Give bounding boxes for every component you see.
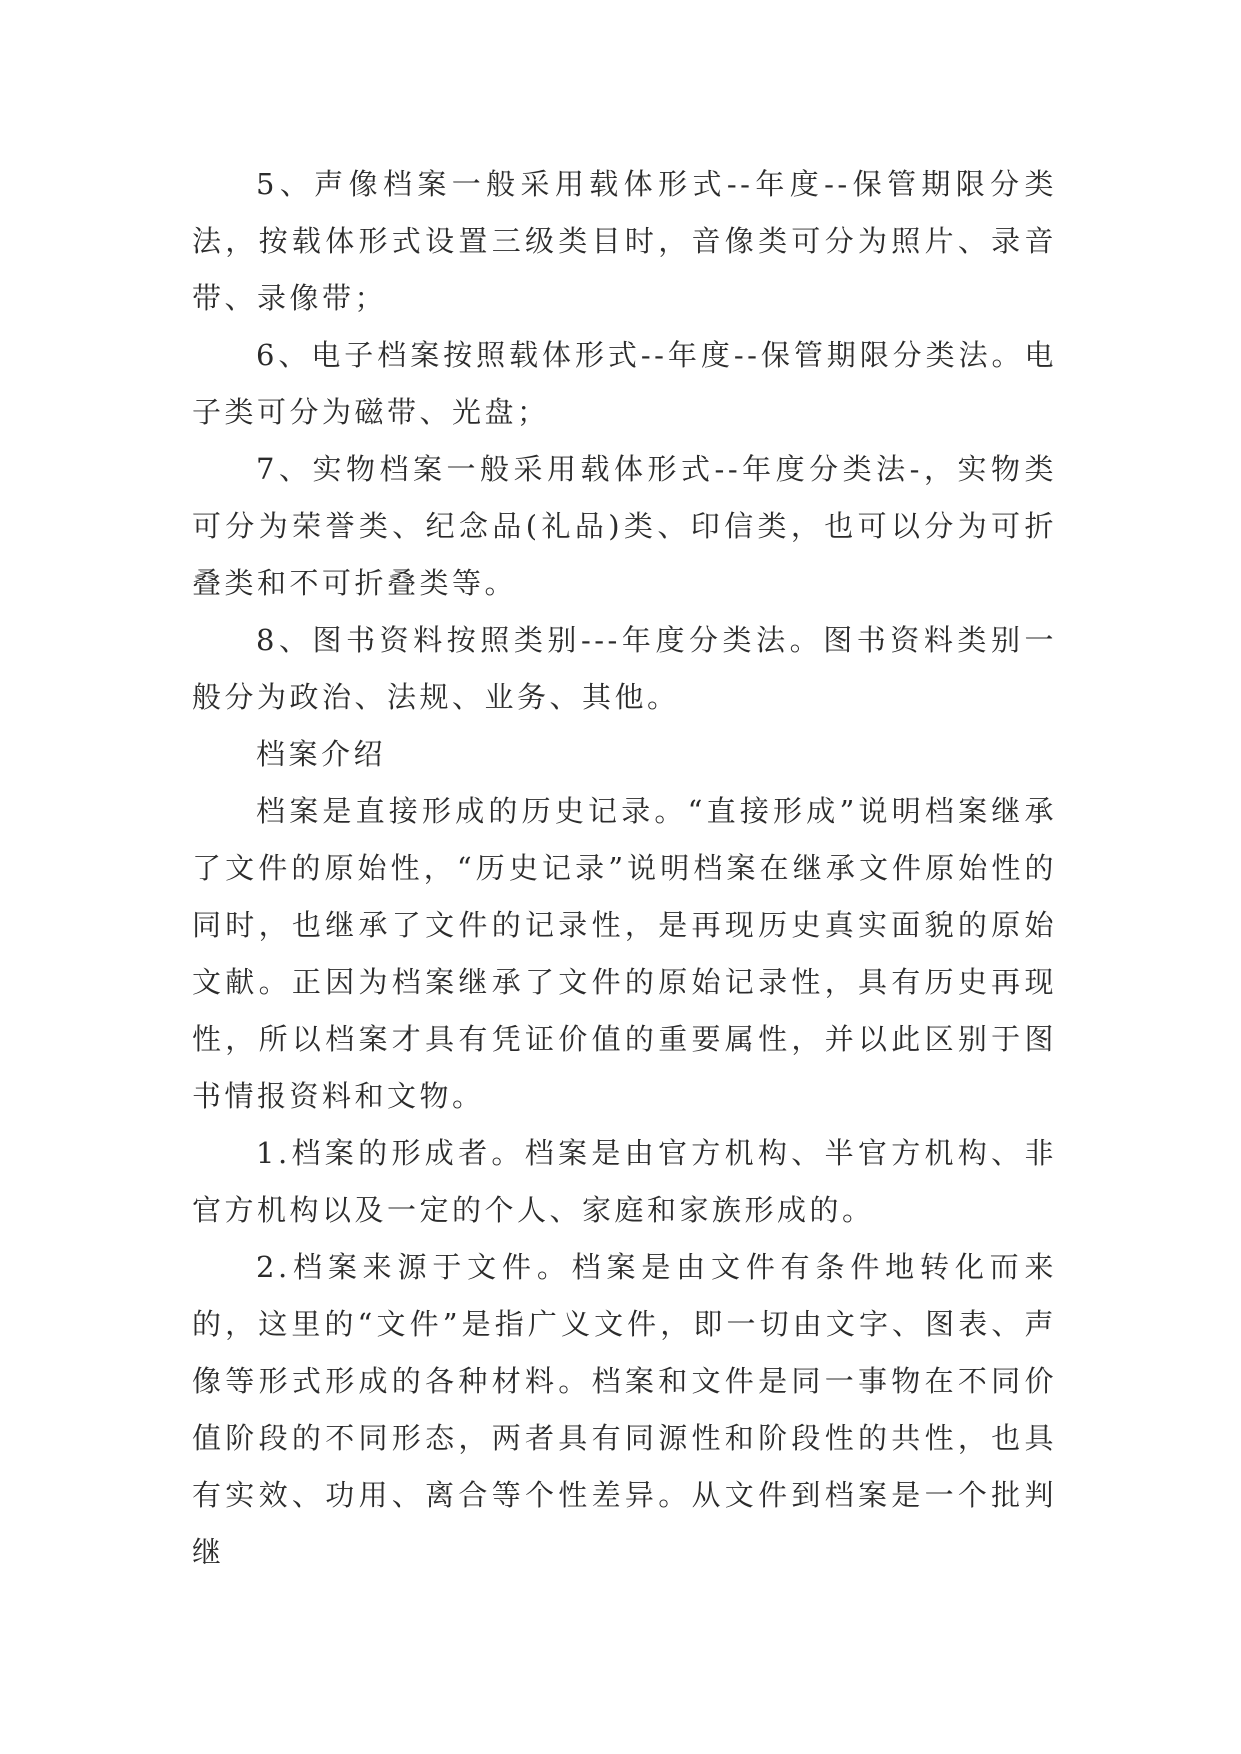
paragraph-archive-definition: 档案是直接形成的历史记录。“直接形成”说明档案继承了文件的原始性，“历史记录”说明档案在继承文件原始性的同时，也继承了文件的记录性，是再现历史真实面貌的原始文献。正因为档案继承了文件的原始记录性，具有历史再现性，所以档案才具有凭证价值的重要属性，并以此区别于图书情报资料和文物。: [192, 794, 1057, 1113]
paragraph-archive-source: 2.档案来源于文件。档案是由文件有条件地转化而来的，这里的“文件”是指广义文件，即一切由文字、图表、声像等形式形成的各种材料。档案和文件是同一事物在不同价值阶段的不同形态，两者具有同源性和阶段性的共性，也具有实效、功用、离合等个性差异。从文件到档案是一个批判继: [192, 1250, 1057, 1569]
paragraph-audiovisual-archives: 5、声像档案一般采用载体形式--年度--保管期限分类法，按载体形式设置三级类目时，音像类可分为照片、录音带、录像带；: [192, 167, 1057, 315]
paragraph-library-materials: 8、图书资料按照类别---年度分类法。图书资料类别一般分为政治、法规、业务、其他。: [192, 623, 1057, 714]
document-body: [192, 156, 1057, 1581]
paragraph-physical-archives: 7、实物档案一般采用载体形式--年度分类法-，实物类可分为荣誉类、纪念品(礼品)类、印信类，也可以分为可折叠类和不可折叠类等。: [192, 452, 1057, 600]
paragraph-archive-creators: 1.档案的形成者。档案是由官方机构、半官方机构、非官方机构以及一定的个人、家庭和家族形成的。: [192, 1136, 1057, 1227]
section-heading-archive-intro: 档案介绍: [256, 737, 387, 771]
paragraph-electronic-archives: 6、电子档案按照载体形式--年度--保管期限分类法。电子类可分为磁带、光盘；: [192, 338, 1057, 429]
